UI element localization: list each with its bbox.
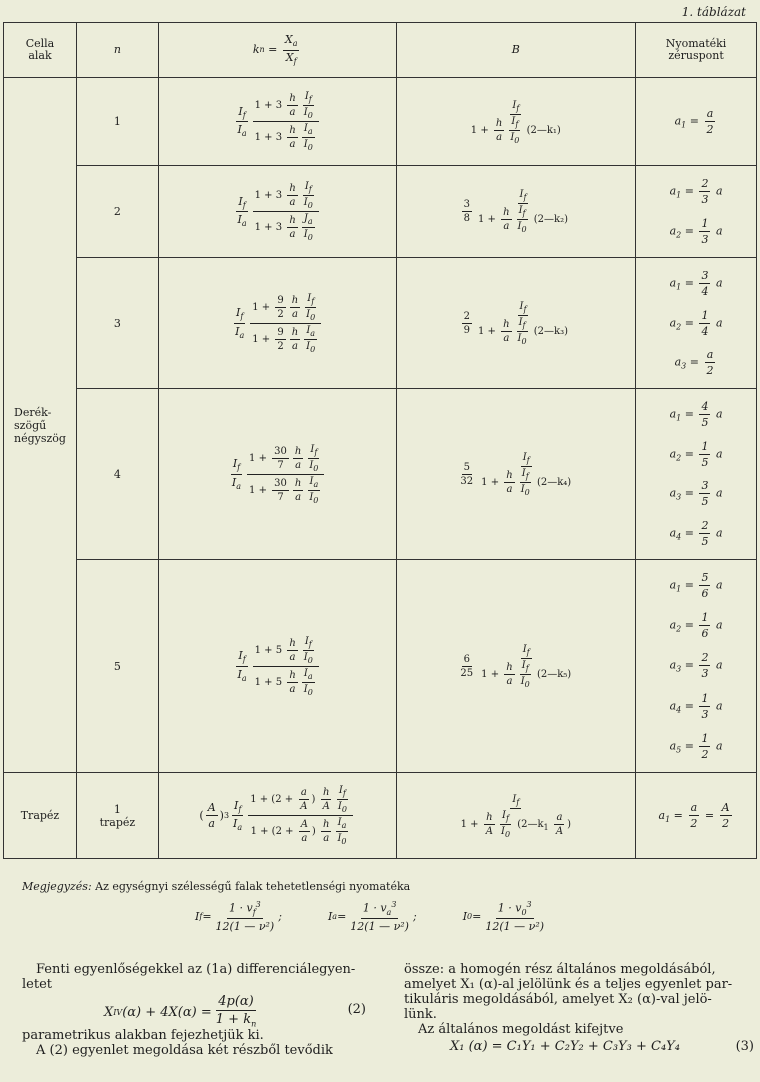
- cell-zeros: $a_1$ = $\frac{3}{4}$ a $a_2$ = $\frac{1}{4}$ a $a_3$ = $\frac{a}{2}$: [636, 258, 757, 389]
- cell-kn: $I_f$ $I_a$ 1 + 3 $\frac{h}{a}$ $\frac{I_f}{I_0}$ 1 + 3 $\frac{h}{a}$ $\frac{J_a}{I_0}$: [158, 166, 396, 258]
- cell-kn: $I_f$ $I_a$ 1 + 5 $\frac{h}{a}$ $\frac{I_f}{I_0}$ 1 + 5 $\frac{h}{a}$ $\frac{I_a}{I_0}$: [158, 560, 396, 773]
- table-row: [4, 78, 757, 166]
- cell-kn: $I_f$ $I_a$ 1 + $\frac{30}{7}$ $\frac{h}{a}$ $\frac{I_f}{I_0}$ 1 + $\frac{30}{7}$ $\frac{h}{a}$ $\frac{I_a}{I_0}$: [158, 389, 396, 560]
- cell-n: 1: [76, 78, 158, 166]
- cell-zeros: $a_1$ = $\frac{a}{2}$: [636, 78, 757, 166]
- cell-shape-rect: Derék- szögű négyszög: [4, 78, 77, 773]
- right-column: össze: a homogén rész általános megoldásából, amelyet X₁ (α)-al jelölünk és a teljes egyenlet par- tikuláris megoldásából, amelyet X₂ (α)-val jelö- lünk. Az általános megoldást kifejtve X₁ (α) = C₁Y₁ + C₂Y₂ + C₃Y₃ + C₄Y₄ (3): [404, 962, 756, 1057]
- cell-zeros: $a_1$ = $\frac{a}{2}$ = $\frac{A}{2}$: [636, 773, 757, 859]
- left-column: Fenti egyenlőségekkel az (1a) differenciálegyen- letet X IV (α) + 4X(α) = 4p(α) $1 + k_n$ (2) parametrikus alakban fejezhetjük ki. A (2) egyenlet megoldása két részből tevődik: [22, 962, 370, 1058]
- cell-b: 3 8 $I_f$ 1 + $\frac{h}{a}$ $\frac{I_f}{I_0}$ (2—k₂): [396, 166, 636, 258]
- formula-if: I f = $1 \cdot v_f^3$ 12(1 — ν²) ;: [195, 900, 282, 933]
- cell-n: 3: [76, 258, 158, 389]
- formula-ia: I a = $1 \cdot v_a^3$ 12(1 — ν²) ;: [327, 900, 417, 933]
- header-n: n: [76, 23, 158, 78]
- formula-i0: I 0 = $1 \cdot v_0^3$ 12(1 — ν²): [462, 900, 545, 933]
- cell-b: $I_f$ 1 + $\frac{h}{A}$ $\frac{I_f}{I_0}$ ($2—k_1$ $\frac{a}{A}$ ): [396, 773, 636, 859]
- cell-kn: $I_f$ $I_a$ 1 + 3 $\frac{h}{a}$ $\frac{I_f}{I_0}$ 1 + 3 $\frac{h}{a}$ $\frac{I_a}{I_0}$: [158, 78, 396, 166]
- header-zeropoint: Nyomatéki zéruspont: [636, 23, 757, 78]
- cell-b: 2 9 $I_f$ 1 + $\frac{h}{a}$ $\frac{I_f}{I_0}$ (2—k₃): [396, 258, 636, 389]
- equation-3: X₁ (α) = C₁Y₁ + C₂Y₂ + C₃Y₃ + C₄Y₄ (3): [450, 1039, 754, 1054]
- main-table: [3, 22, 757, 859]
- table-row: [4, 258, 757, 389]
- header-row: [4, 23, 757, 78]
- table-row: [4, 389, 757, 560]
- table-note: Megjegyzés: Az egységnyi szélességű falak tehetetlenségi nyomatéka: [22, 880, 411, 893]
- cell-zeros: $a_1$ = $\frac{4}{5}$ a $a_2$ = $\frac{1}{5}$ a $a_3$ = $\frac{3}{5}$ a $a_4$ = $\frac{2}{5}$ a: [636, 389, 757, 560]
- inertia-formulas: [195, 900, 548, 933]
- cell-kn: ( A a ) 3 $I_f$ $I_a$ 1 + (2 + $\frac{a}{A}$ ) $\frac{h}{A}$ $\frac{I_f}{I_0}$ 1 + (2 + $\frac{A}{a}$ ) $\frac{h}{a}$ $\frac{I_a}{I_0}$: [158, 773, 396, 859]
- cell-shape-trapez: Trapéz: [4, 773, 77, 859]
- cell-b: $I_f$ 1 + $\frac{h}{a}$ $\frac{I_f}{I_0}$ (2—k₁): [396, 78, 636, 166]
- cell-kn: $I_f$ $I_a$ 1 + $\frac{9}{2}$ $\frac{h}{a}$ $\frac{I_f}{I_0}$ 1 + $\frac{9}{2}$ $\frac{h}{a}$ $\frac{I_a}{I_0}$: [158, 258, 396, 389]
- cell-n: 1 trapéz: [76, 773, 158, 859]
- cell-zeros: $a_1$ = $\frac{5}{6}$ a $a_2$ = $\frac{1}{6}$ a $a_3$ = $\frac{2}{3}$ a $a_4$ = $\frac{1}{3}$ a $a_5$ = $\frac{1}{2}$ a: [636, 560, 757, 773]
- table-row: [4, 773, 757, 859]
- cell-zeros: $a_1$ = $\frac{2}{3}$ a $a_2$ = $\frac{1}{3}$ a: [636, 166, 757, 258]
- cell-n: 5: [76, 560, 158, 773]
- header-cella: Cella alak: [4, 23, 77, 78]
- table-row: [4, 166, 757, 258]
- cell-b: 6 25 $I_f$ 1 + $\frac{h}{a}$ $\frac{I_f}{I_0}$ (2—k₅): [396, 560, 636, 773]
- header-kn: k n = $X_a$ $X_f$: [158, 23, 396, 78]
- cell-b: 5 32 $I_f$ 1 + $\frac{h}{a}$ $\frac{I_f}{I_0}$ (2—k₄): [396, 389, 636, 560]
- header-b: B: [396, 23, 636, 78]
- table-row: [4, 560, 757, 773]
- cell-n: 2: [76, 166, 158, 258]
- equation-2: X IV (α) + 4X(α) = 4p(α) $1 + k_n$ (2): [104, 994, 366, 1029]
- cell-n: 4: [76, 389, 158, 560]
- table-caption: 1. táblázat: [681, 5, 746, 19]
